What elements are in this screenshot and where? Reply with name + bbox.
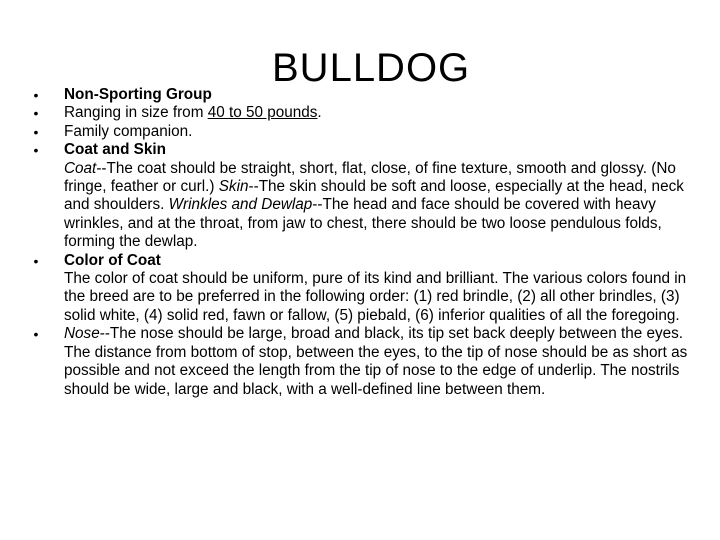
bullet-icon: • — [33, 87, 39, 103]
bullet-icon: • — [33, 123, 39, 140]
bullet-list — [30, 86, 690, 399]
coat-label: Coat — [64, 159, 97, 177]
nose-label: Nose — [64, 325, 100, 343]
size-suffix: . — [317, 104, 322, 122]
bullet-item-group — [30, 86, 690, 104]
skin-label: Skin — [218, 178, 249, 196]
wrinkles-text: --The head and face should be covered with heavy wrinkles, and at the throat, from jaw to chest, there should be two loose pendulous folds, forming the dewlap. — [64, 196, 662, 251]
bullet-item-companion — [30, 123, 690, 141]
skin-text: --The skin should be soft and loose, especially at the head, neck and shoulders. — [64, 178, 684, 214]
companion-text: Family companion. — [64, 122, 193, 140]
bullet-icon: • — [33, 326, 39, 343]
nose-text: --The nose should be large, broad and black, its tip set back deeply between the eyes. The distance from bottom of stop, between the eyes, to the tip of nose should be as short as possible and not exceed the length from the tip of nose to the edge of underlip. The nostrils should be wide, large and black, with a well-defined line between them. — [64, 325, 688, 398]
bullet-icon: • — [33, 105, 39, 122]
size-range: 40 to 50 pounds — [207, 104, 318, 122]
size-prefix: Ranging in size from — [64, 104, 208, 122]
bullet-item-size — [30, 104, 690, 122]
coat-text: --The coat should be straight, short, flat, close, of fine texture, smooth and glossy. (No fringe, feather or curl.) — [64, 159, 676, 196]
bullet-item-color — [30, 252, 690, 326]
coat-heading: Coat and Skin — [64, 141, 166, 159]
color-heading: Color of Coat — [64, 251, 161, 269]
group-text: Non-Sporting Group — [64, 86, 212, 103]
wrinkles-label: Wrinkles and Dewlap — [168, 196, 313, 214]
bullet-icon: • — [33, 252, 39, 269]
color-paragraph: The color of coat should be uniform, pure of its kind and brilliant. The various colors found in the breed are to be preferred in the following order: (1) red brindle, (2) all other brindles, (3) solid white, (4) solid red, fawn or fallow, (5) piebald, (6) inferior qualities of all the foregoing. — [64, 270, 687, 324]
coat-paragraph — [64, 160, 690, 252]
bullet-item-coat — [30, 141, 690, 251]
bullet-item-nose — [30, 325, 690, 399]
bullet-icon: • — [33, 142, 39, 159]
slide-title: BULLDOG — [272, 46, 471, 90]
